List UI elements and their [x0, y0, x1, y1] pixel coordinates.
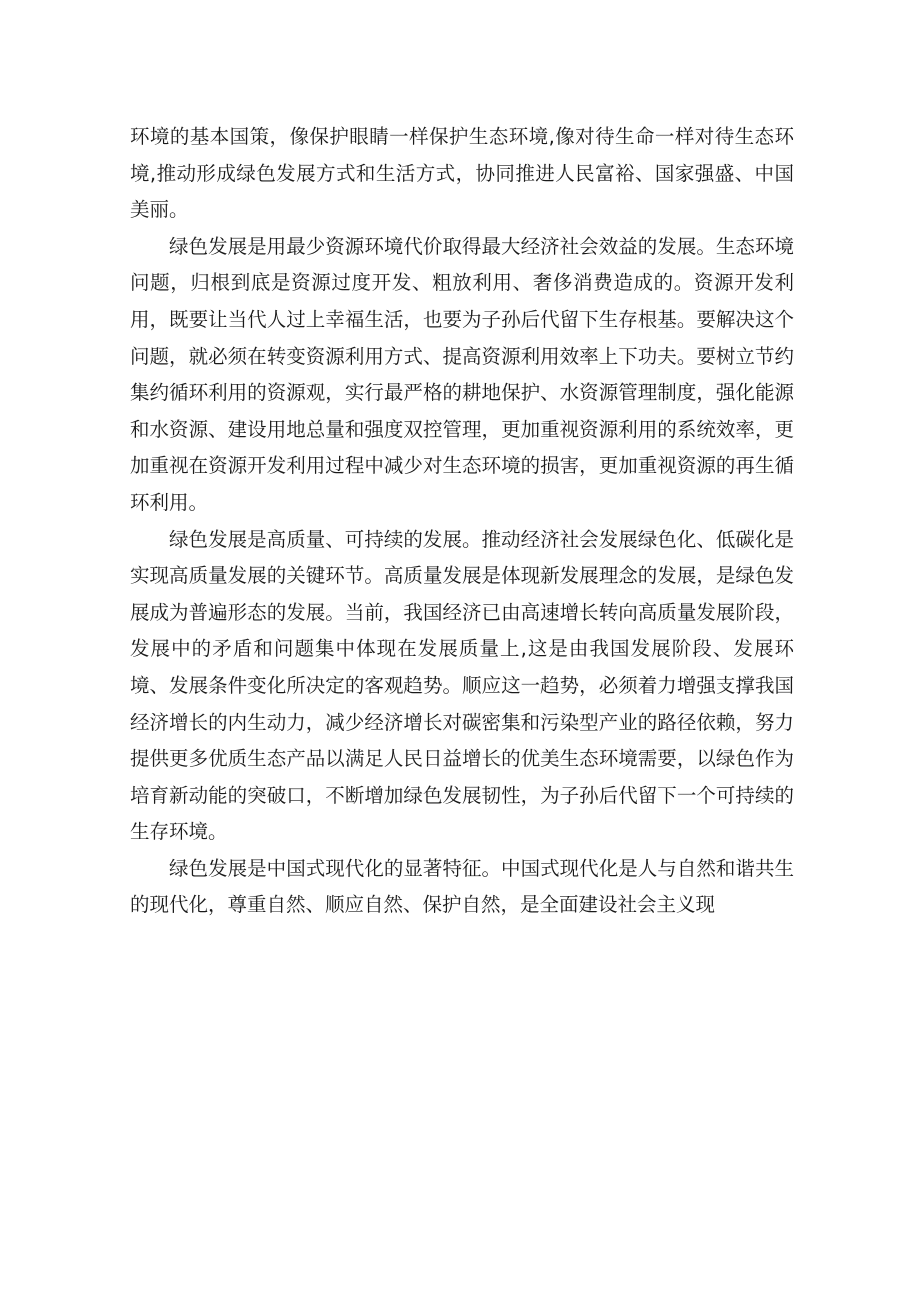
paragraph-high-quality-development: 绿色发展是高质量、可持续的发展。推动经济社会发展绿色化、低碳化是实现高质量发展的关键环节。高质量发展是体现新发展理念的发展，是绿色发展成为普遍形态的发展。当前，我国经济已由高速增长转向高质量发展阶段，发展中的矛盾和问题集中体现在发展质量上,这是由我国发展阶段、发展环境、发展条件变化所决定的客观趋势。顺应这一趋势，必须着力增强支撑我国经济增长的内生动力，减少经济增长对碳密集和污染型产业的路径依赖，努力提供更多优质生态产品以满足人民日益增长的优美生态环境需要，以绿色作为培育新动能的突破口，不断增加绿色发展韧性，为子孙后代留下一个可持续的生存环境。 — [130, 527, 794, 844]
paragraph-chinese-modernization: 绿色发展是中国式现代化的显著特征。中国式现代化是人与自然和谐共生的现代化，尊重自然、顺应自然、保护自然，是全面建设社会主义现 — [130, 856, 794, 917]
paragraph-continuation: 环境的基本国策，像保护眼睛一样保护生态环境,像对待生命一样对待生态环境,推动形成绿色发展方式和生活方式，协同推进人民富裕、国家强盛、中国美丽。 — [130, 125, 794, 222]
document-body — [130, 119, 794, 924]
paragraph-resource-efficiency: 绿色发展是用最少资源环境代价取得最大经济社会效益的发展。生态环境问题，归根到底是资源过度开发、粗放利用、奢侈消费造成的。资源开发利用，既要让当代人过上幸福生活，也要为子孙后代留下生存根基。要解决这个问题，就必须在转变资源利用方式、提高资源利用效率上下功夫。要树立节约集约循环利用的资源观，实行最严格的耕地保护、水资源管理制度，强化能源和水资源、建设用地总量和强度双控管理，更加重视资源利用的系统效率，更加重视在资源开发利用过程中减少对生态环境的损害，更加重视资源的再生循环利用。 — [130, 234, 794, 514]
